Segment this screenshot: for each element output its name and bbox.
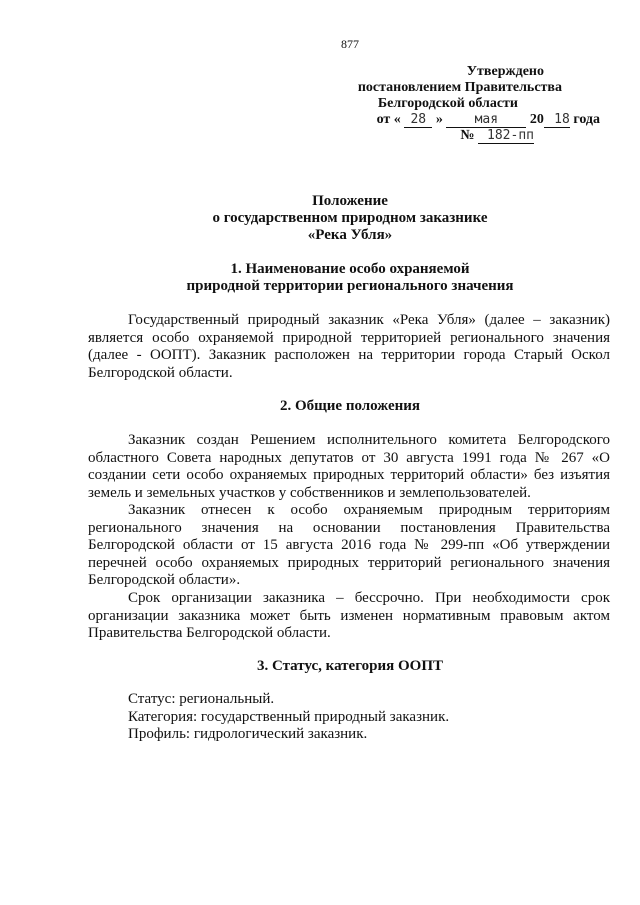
- approval-number: [300, 128, 600, 144]
- category-line: Категория: государственный природный заказник.: [128, 709, 450, 725]
- date-year-prefix: 20: [529, 112, 544, 127]
- section-2-title: 2. Общие положения: [279, 398, 421, 414]
- date-year-word: года: [573, 112, 600, 127]
- approval-line-region: Белгородской области: [377, 96, 518, 111]
- doc-title-line3: «Река Убля»: [307, 227, 393, 243]
- date-month: мая: [446, 113, 526, 128]
- section-1-title-line2: природной территории регионального значения: [186, 278, 514, 294]
- number-sign: №: [460, 128, 475, 143]
- date-prefix: от «: [376, 112, 401, 127]
- date-day: 28: [404, 113, 432, 128]
- approval-line-approved: Утверждено: [466, 64, 544, 79]
- status-line: Статус: региональный.: [128, 691, 275, 707]
- page-number: 877: [341, 37, 359, 51]
- resolution-number: 182-пп: [478, 129, 534, 144]
- doc-title-line1: Положение: [312, 193, 388, 209]
- doc-title-line2: о государственном природном заказнике: [212, 210, 488, 226]
- section-3-title: 3. Статус, категория ООПТ: [256, 658, 443, 674]
- section-1-title-line1: 1. Наименование особо охраняемой: [230, 261, 470, 277]
- approval-date: [300, 112, 600, 128]
- section-2-paragraph-3: Срок организации заказника – бессрочно. При необходимости срок организации заказника может быть изменен нормативным правовым актом Правительства Белгородской области.: [88, 590, 610, 641]
- date-year-suffix: 18: [544, 113, 570, 128]
- profile-line: Профиль: гидрологический заказник.: [128, 726, 368, 742]
- approval-block: [300, 64, 600, 144]
- section-1-paragraph: Государственный природный заказник «Река Убля» (далее – заказник) является особо охраняемой природной территорией регионального значения (далее - ООПТ). Заказник расположен на территории города Старый Оскол Белгородской области.: [88, 312, 610, 381]
- approval-line-resolution: постановлением Правительства: [357, 80, 562, 95]
- section-2-paragraph-1: Заказник создан Решением исполнительного комитета Белгородского областного Совета народных депутатов от 30 августа 1991 года № 267 «О создании сети особо охраняемых природных территорий области» без изъятия земель и земельных участков у собственников и землепользователей.: [88, 432, 610, 501]
- section-2-paragraph-2: Заказник отнесен к особо охраняемым природным территориям регионального значения на основании постановления Правительства Белгородской области от 15 августа 2016 года № 299-пп «Об утверждении перечней особо охраняемых природных территорий регионального значения Белгородской области».: [88, 502, 610, 588]
- date-mid: »: [435, 112, 443, 127]
